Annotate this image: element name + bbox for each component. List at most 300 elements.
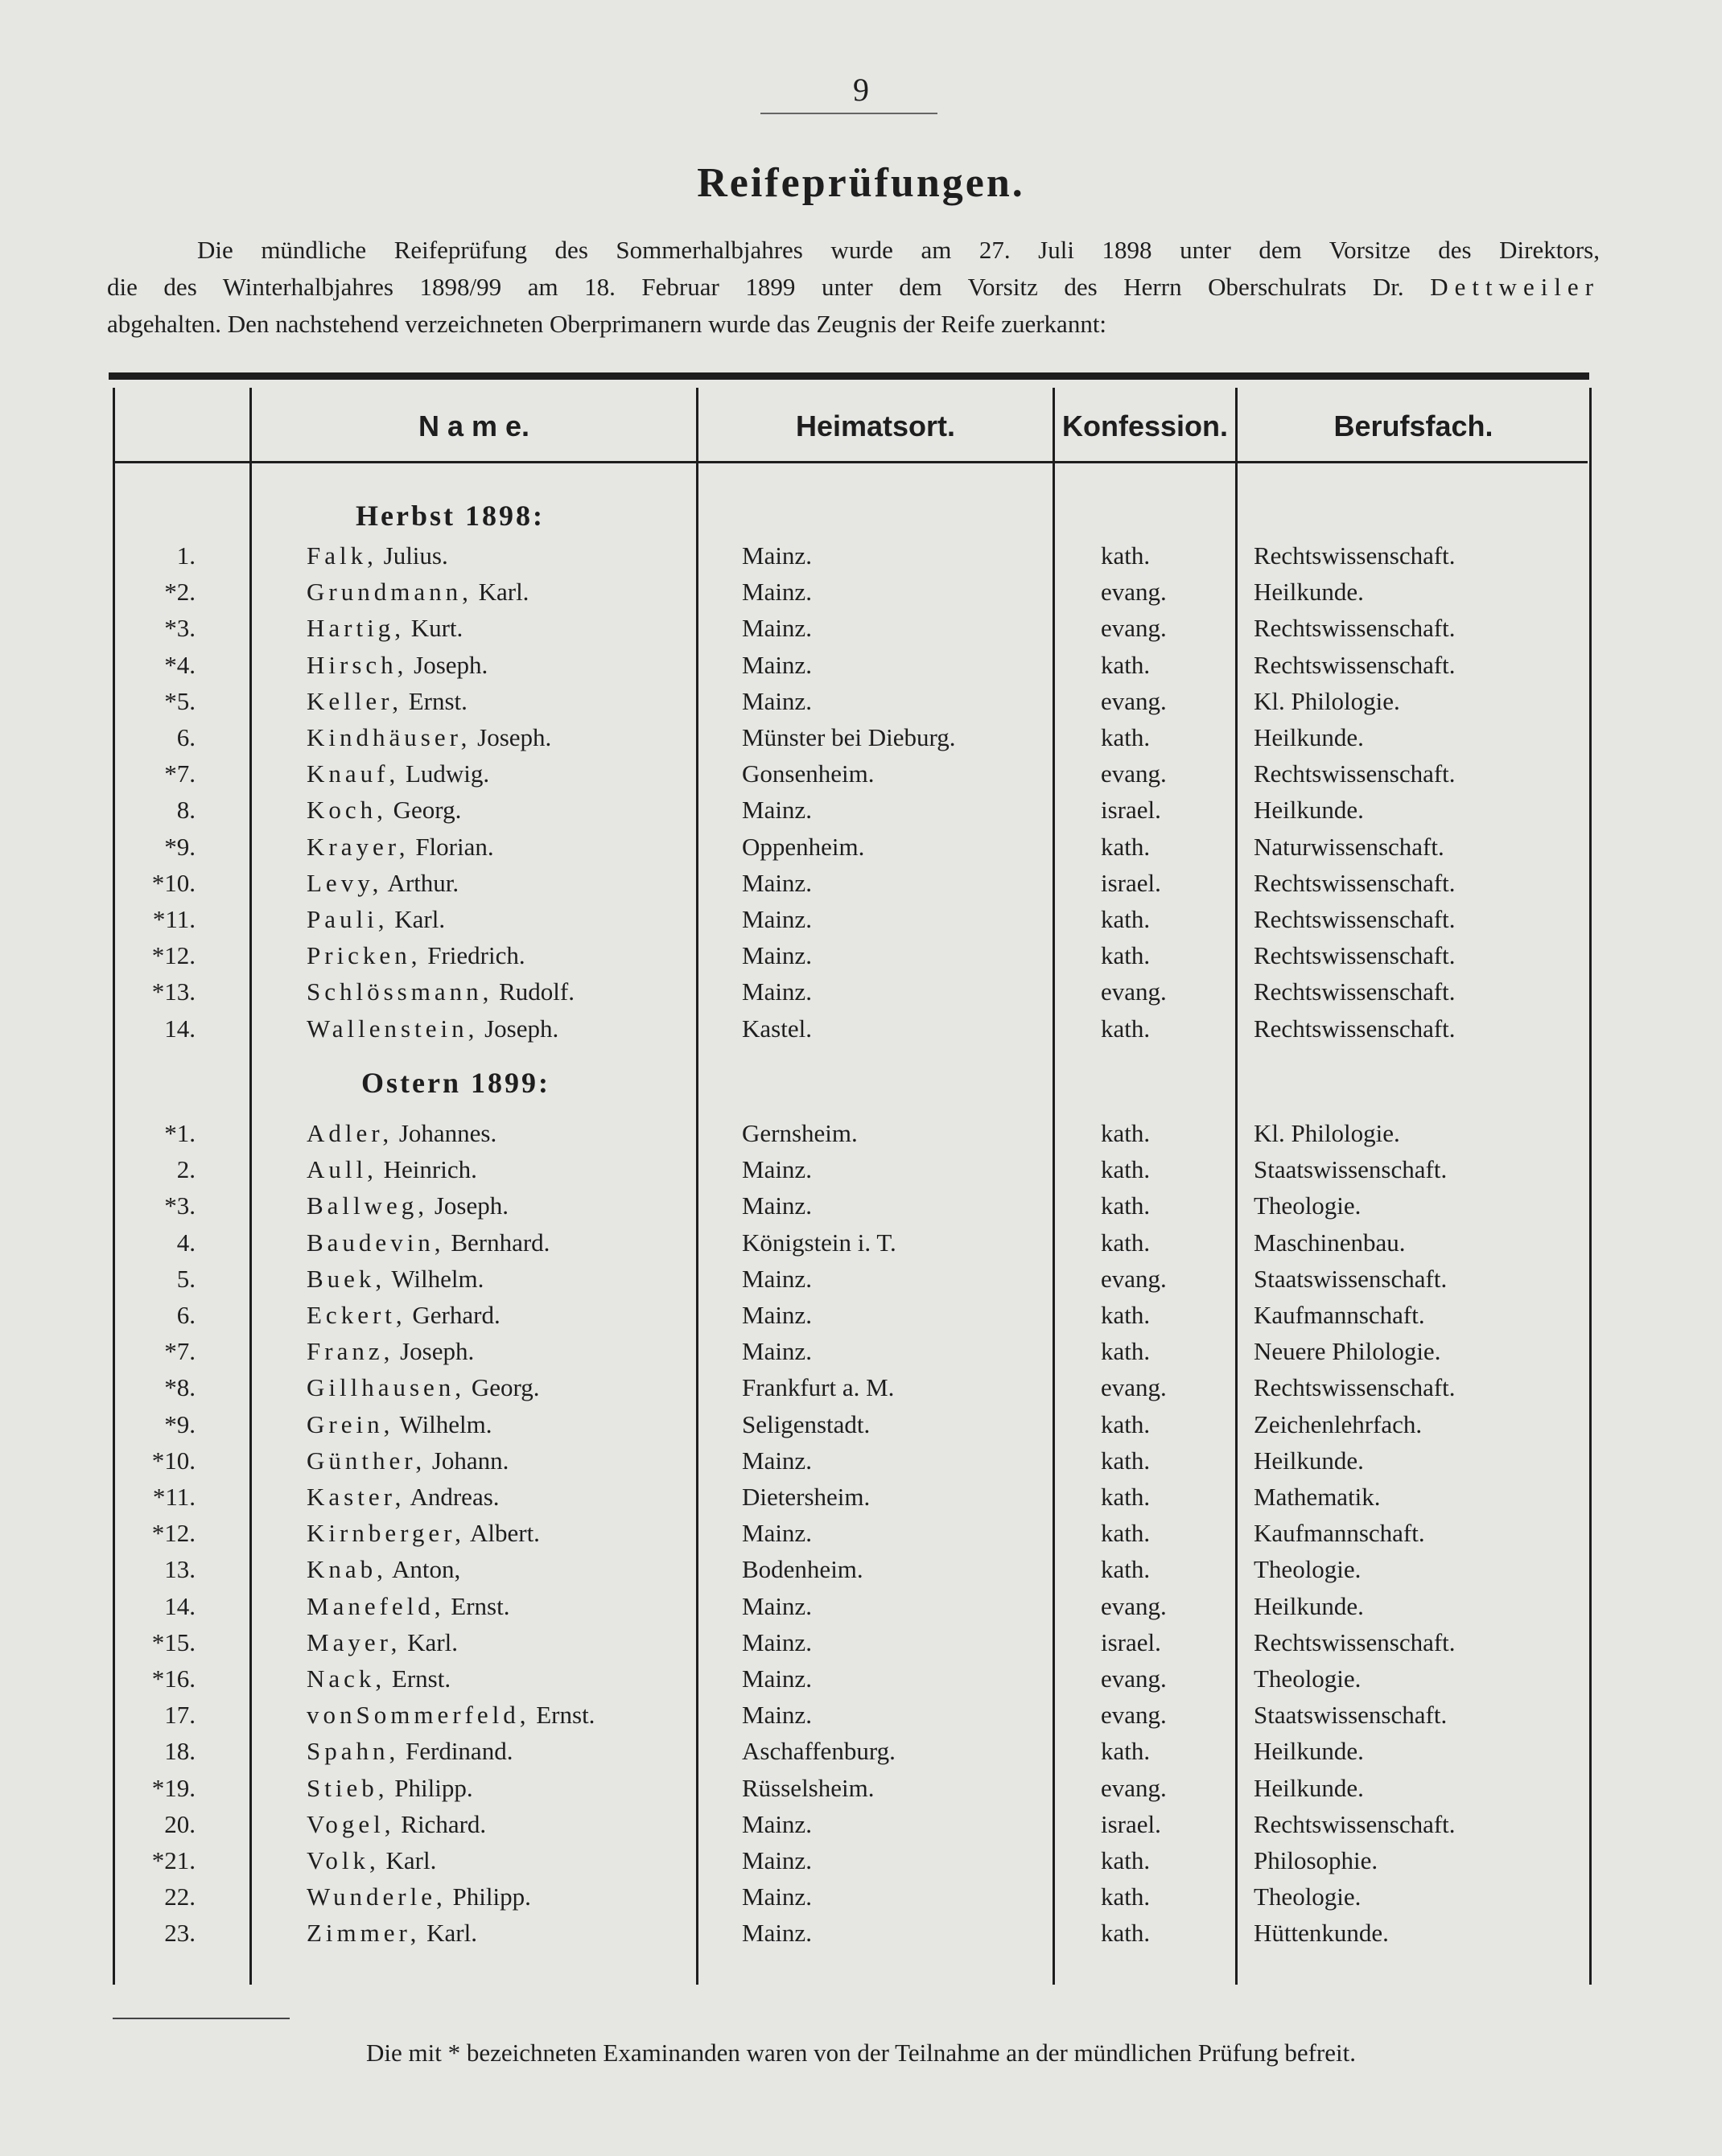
row-confession: kath. [1101,941,1151,969]
table-row [0,1261,1722,1297]
header-bottom-rule [113,461,1588,463]
row-firstname: Ferdinand. [406,1737,513,1765]
row-surname: Adler, [307,1119,393,1147]
row-profession: Rechtswissenschaft. [1254,614,1456,642]
row-name [307,901,445,937]
row-number: *15. [151,1628,196,1656]
row-confession: kath. [1101,1410,1151,1438]
row-firstname: Johann. [431,1446,509,1475]
row-confession: kath. [1101,1301,1151,1329]
header-name: N a m e. [418,409,530,442]
row-name [307,1806,486,1842]
row-profession: Hüttenkunde. [1254,1919,1389,1947]
row-profession: Neuere Philologie. [1254,1337,1441,1365]
table-row [0,574,1722,610]
row-confession: evang. [1101,1592,1167,1620]
row-surname: Eckert, [307,1301,406,1329]
row-surname: Kirnberger, [307,1519,465,1547]
intro-line-3: abgehalten. Den nachstehend verzeichneten Oberprimanern wurde das Zeugnis der Reife zuerkannt: [107,310,1107,338]
row-surname: Manefeld, [307,1592,445,1620]
row-name [307,1115,496,1151]
director-name: Dettweiler [1430,273,1600,301]
row-name [307,1479,500,1515]
row-profession: Rechtswissenschaft. [1254,651,1456,679]
row-profession: Rechtswissenschaft. [1254,1810,1456,1838]
row-name [307,719,551,755]
row-confession: israel. [1101,1810,1161,1838]
row-name [307,1406,492,1442]
row-place: Bodenheim. [742,1555,863,1583]
row-confession: evang. [1101,977,1167,1006]
row-surname: Aull, [307,1155,377,1183]
row-firstname: Karl. [478,578,529,606]
row-number: 5. [176,1265,196,1293]
table-row [0,1551,1722,1587]
footnote: Die mit * bezeichneten Examinanden waren von der Teilnahme an der mündlichen Prüfung befreit. [366,2039,1356,2067]
row-place: Mainz. [742,1846,812,1874]
table-row [0,1515,1722,1551]
header-profession: Berufsfach. [1333,409,1493,442]
row-confession: kath. [1101,1919,1151,1947]
row-firstname: Andreas. [410,1483,500,1511]
row-confession: kath. [1101,833,1151,861]
table-row [0,1878,1722,1915]
intro-paragraph [107,232,1600,343]
row-surname: Baudevin, [307,1228,445,1257]
row-number: 1. [176,541,196,570]
row-firstname: Heinrich. [383,1155,477,1183]
row-profession: Kaufmannschaft. [1254,1301,1425,1329]
row-profession: Rechtswissenschaft. [1254,1628,1456,1656]
row-name [307,1515,540,1551]
row-name [307,865,459,901]
row-place: Mainz. [742,869,812,897]
row-number: *3. [164,614,196,642]
row-place: Mainz. [742,905,812,933]
table-row [0,973,1722,1010]
row-number: 23. [164,1919,196,1947]
row-number: *2. [164,578,196,606]
row-number: *5. [164,687,196,715]
row-name [307,1369,539,1405]
row-surname: Nack, [307,1664,386,1693]
row-confession: kath. [1101,1228,1151,1257]
row-name [307,1878,531,1915]
row-surname: Gillhausen, [307,1373,466,1401]
table-row [0,1224,1722,1261]
row-profession: Kaufmannschaft. [1254,1519,1425,1547]
table-row [0,1115,1722,1151]
row-profession: Rechtswissenschaft. [1254,1014,1456,1043]
row-surname: Vogel, [307,1810,395,1838]
table-row [0,1697,1722,1733]
table-row [0,937,1722,973]
row-place: Mainz. [742,1301,812,1329]
row-number: *10. [151,1446,196,1475]
table-row [0,1588,1722,1624]
row-profession: Heilkunde. [1254,1774,1364,1802]
row-surname: Grundmann, [307,578,472,606]
row-place: Mainz. [742,651,812,679]
row-name [307,973,575,1010]
row-confession: kath. [1101,1119,1151,1147]
row-place: Rüsselsheim. [742,1774,875,1802]
row-place: Seligenstadt. [742,1410,871,1438]
row-profession: Heilkunde. [1254,796,1364,824]
row-profession: Mathematik. [1254,1483,1381,1511]
row-profession: Rechtswissenschaft. [1254,977,1456,1006]
row-confession: kath. [1101,723,1151,751]
row-name [307,755,489,792]
row-surname: Hartig, [307,614,405,642]
page-number: 9 [853,72,869,108]
table-row [0,1915,1722,1951]
row-surname: Pricken, [307,941,422,969]
row-number: *7. [164,759,196,788]
row-number: *11. [152,905,196,933]
row-profession: Philosophie. [1254,1846,1378,1874]
table-row [0,719,1722,755]
row-name [307,1660,451,1697]
row-firstname: Joseph. [434,1191,509,1220]
row-profession: Theologie. [1254,1555,1362,1583]
table-row [0,1333,1722,1369]
row-confession: kath. [1101,1337,1151,1365]
row-place: Mainz. [742,1155,812,1183]
row-profession: Naturwissenschaft. [1254,833,1444,861]
row-confession: kath. [1101,1519,1151,1547]
row-profession: Theologie. [1254,1191,1362,1220]
intro-line-2 [107,269,1600,306]
row-surname: Volk, [307,1846,380,1874]
row-number: 14. [164,1014,196,1043]
row-confession: evang. [1101,1664,1167,1693]
row-surname: Knab, [307,1555,387,1583]
row-firstname: Kurt. [410,614,463,642]
table-row [0,901,1722,937]
row-name [307,1842,436,1878]
header-confession: Konfession. [1061,409,1228,442]
row-place: Mainz. [742,796,812,824]
row-surname: Spahn, [307,1737,400,1765]
row-surname: Schlössmann, [307,977,493,1006]
row-firstname: Rudolf. [499,977,575,1006]
row-surname: Koch, [307,796,387,824]
row-surname: Wallenstein, [307,1014,479,1043]
row-confession: kath. [1101,541,1151,570]
row-firstname: Richard. [401,1810,487,1838]
row-place: Oppenheim. [742,833,865,861]
row-place: Mainz. [742,1592,812,1620]
row-surname: Pauli, [307,905,389,933]
table-row [0,1770,1722,1806]
row-firstname: Philipp. [394,1774,473,1802]
row-profession: Staatswissenschaft. [1254,1155,1448,1183]
row-firstname: Anton, [391,1555,461,1583]
row-confession: kath. [1101,1555,1151,1583]
row-profession: Rechtswissenschaft. [1254,941,1456,969]
row-profession: Heilkunde. [1254,1446,1364,1475]
row-place: Kastel. [742,1014,812,1043]
row-firstname: Karl. [426,1919,477,1947]
row-confession: evang. [1101,578,1167,606]
row-place: Königstein i. T. [742,1228,896,1257]
row-number: *9. [164,1410,196,1438]
row-name [307,1261,484,1297]
row-number: *16. [151,1664,196,1693]
row-place: Mainz. [742,541,812,570]
row-profession: Kl. Philologie. [1254,1119,1400,1147]
row-surname: Franz, [307,1337,394,1365]
table-row [0,683,1722,719]
table-row [0,1187,1722,1224]
row-firstname: Albert. [469,1519,540,1547]
row-place: Frankfurt a. M. [742,1373,895,1401]
row-number: *13. [151,977,196,1006]
row-confession: kath. [1101,1191,1151,1220]
row-firstname: Joseph. [414,651,488,679]
row-place: Münster bei Dieburg. [742,723,956,751]
row-confession: israel. [1101,796,1161,824]
row-profession: Heilkunde. [1254,723,1364,751]
table-row [0,1151,1722,1187]
row-number: 2. [176,1155,196,1183]
row-number: *9. [164,833,196,861]
row-name [307,937,525,973]
row-surname: Günther, [307,1446,426,1475]
row-profession: Rechtswissenschaft. [1254,541,1456,570]
row-number: *12. [151,941,196,969]
table-row [0,1297,1722,1333]
row-confession: kath. [1101,1737,1151,1765]
intro-line-1: Die mündliche Reifeprüfung des Sommerhalbjahres wurde am 27. Juli 1898 unter dem Vorsitze des Direktors, [197,236,1600,264]
row-name [307,1333,474,1369]
row-name [307,1151,477,1187]
row-surname: Keller, [307,687,402,715]
row-name [307,1187,509,1224]
section-heading-herbst: Herbst 1898: [356,500,545,532]
row-surname: Mayer, [307,1628,402,1656]
row-number: 20. [164,1810,196,1838]
row-surname: Buek, [307,1265,386,1293]
row-place: Mainz. [742,1337,812,1365]
table-row [0,1806,1722,1842]
row-confession: evang. [1101,1373,1167,1401]
table-row [0,865,1722,901]
row-firstname: Joseph. [400,1337,475,1365]
row-surname: Wunderle, [307,1882,447,1911]
row-confession: kath. [1101,1155,1151,1183]
table-row [0,610,1722,646]
row-name [307,610,463,646]
row-place: Aschaffenburg. [742,1737,896,1765]
row-name [307,1551,460,1587]
row-confession: kath. [1101,1882,1151,1911]
row-surname: Zimmer, [307,1919,421,1947]
table-row [0,1010,1722,1047]
table-row [0,1406,1722,1442]
table-row [0,792,1722,828]
row-place: Gernsheim. [742,1119,858,1147]
row-firstname: Ernst. [536,1701,595,1729]
row-name [307,683,468,719]
row-confession: kath. [1101,1846,1151,1874]
row-surname: Hirsch, [307,651,408,679]
row-name [307,1297,501,1333]
row-surname: vonSommerfeld, [307,1701,530,1729]
row-place: Mainz. [742,977,812,1006]
row-number: 4. [176,1228,196,1257]
row-firstname: Karl. [385,1846,437,1874]
header-place: Heimatsort. [795,409,956,442]
row-profession: Heilkunde. [1254,1737,1364,1765]
row-name [307,1624,458,1660]
row-confession: israel. [1101,1628,1161,1656]
row-firstname: Arthur. [387,869,459,897]
row-number: *4. [164,651,196,679]
row-confession: kath. [1101,651,1151,679]
row-place: Mainz. [742,941,812,969]
row-surname: Knauf, [307,759,400,788]
row-profession: Staatswissenschaft. [1254,1701,1448,1729]
row-profession: Theologie. [1254,1664,1362,1693]
row-place: Mainz. [742,578,812,606]
row-profession: Rechtswissenschaft. [1254,869,1456,897]
row-place: Mainz. [742,1446,812,1475]
row-firstname: Wilhelm. [399,1410,492,1438]
row-profession: Staatswissenschaft. [1254,1265,1448,1293]
row-number: 13. [164,1555,196,1583]
row-name [307,1915,477,1951]
row-confession: evang. [1101,1774,1167,1802]
row-confession: kath. [1101,1014,1151,1043]
row-profession: Rechtswissenschaft. [1254,1373,1456,1401]
row-name [307,792,461,828]
row-profession: Heilkunde. [1254,1592,1364,1620]
row-name [307,1010,558,1047]
row-profession: Kl. Philologie. [1254,687,1400,715]
row-firstname: Friedrich. [427,941,525,969]
row-confession: evang. [1101,759,1167,788]
row-confession: kath. [1101,1446,1151,1475]
table-row [0,1660,1722,1697]
row-number: *7. [164,1337,196,1365]
row-firstname: Georg. [393,796,462,824]
row-firstname: Georg. [471,1373,540,1401]
row-firstname: Ernst. [451,1592,510,1620]
footnote-rule [113,2018,290,2019]
row-place: Mainz. [742,1519,812,1547]
row-number: *21. [151,1846,196,1874]
row-surname: Kaster, [307,1483,406,1511]
row-number: 22. [164,1882,196,1911]
table-row [0,1442,1722,1479]
row-confession: kath. [1101,905,1151,933]
row-number: *12. [151,1519,196,1547]
row-firstname: Julius. [383,541,448,570]
row-confession: evang. [1101,687,1167,715]
row-place: Mainz. [742,1265,812,1293]
row-firstname: Karl. [394,905,446,933]
row-surname: Ballweg, [307,1191,429,1220]
row-number: *1. [164,1119,196,1147]
row-name [307,1224,550,1261]
row-profession: Heilkunde. [1254,578,1364,606]
row-firstname: Florian. [415,833,494,861]
table-row [0,829,1722,865]
row-profession: Theologie. [1254,1882,1362,1911]
row-place: Mainz. [742,1664,812,1693]
row-place: Mainz. [742,1191,812,1220]
row-place: Mainz. [742,1628,812,1656]
row-profession: Zeichenlehrfach. [1254,1410,1423,1438]
row-number: *11. [152,1483,196,1511]
table-row [0,1624,1722,1660]
row-place: Mainz. [742,1810,812,1838]
section-heading-ostern: Ostern 1899: [361,1067,550,1099]
row-confession: evang. [1101,614,1167,642]
row-firstname: Ludwig. [405,759,490,788]
table-row [0,1733,1722,1769]
row-firstname: Philipp. [452,1882,531,1911]
row-firstname: Joseph. [484,1014,559,1043]
row-surname: Kindhäuser, [307,723,472,751]
row-firstname: Karl. [407,1628,459,1656]
row-place: Mainz. [742,1919,812,1947]
row-number: *8. [164,1373,196,1401]
row-name [307,574,529,610]
table-row [0,1369,1722,1405]
row-firstname: Wilhelm. [391,1265,484,1293]
intro-line-2-text: die des Winterhalbjahres 1898/99 am 18. Februar 1899 unter dem Vorsitz des Herrn Oberschulrats Dr. [107,273,1404,301]
row-confession: israel. [1101,869,1161,897]
row-name [307,1733,513,1769]
row-firstname: Ernst. [391,1664,451,1693]
table-row [0,537,1722,574]
row-number: 6. [176,1301,196,1329]
row-profession: Rechtswissenschaft. [1254,905,1456,933]
row-surname: Krayer, [307,833,410,861]
page-title: Reifeprüfungen. [697,160,1025,206]
table-top-rule [109,372,1589,380]
row-surname: Grein, [307,1410,394,1438]
row-name [307,1588,509,1624]
row-firstname: Joseph. [477,723,552,751]
row-number: 14. [164,1592,196,1620]
row-number: *3. [164,1191,196,1220]
row-firstname: Ernst. [408,687,468,715]
row-place: Mainz. [742,1701,812,1729]
row-name [307,647,488,683]
row-place: Gonsenheim. [742,759,875,788]
row-confession: evang. [1101,1265,1167,1293]
row-name [307,537,448,574]
row-number: 18. [164,1737,196,1765]
row-name [307,1770,473,1806]
row-name [307,1442,509,1479]
row-number: 6. [176,723,196,751]
row-confession: evang. [1101,1701,1167,1729]
row-number: *19. [151,1774,196,1802]
row-place: Mainz. [742,687,812,715]
page-number-rule [760,113,937,114]
table-row [0,647,1722,683]
row-name [307,1697,595,1733]
table-row [0,1479,1722,1515]
row-place: Mainz. [742,614,812,642]
table-row [0,755,1722,792]
row-surname: Stieb, [307,1774,389,1802]
